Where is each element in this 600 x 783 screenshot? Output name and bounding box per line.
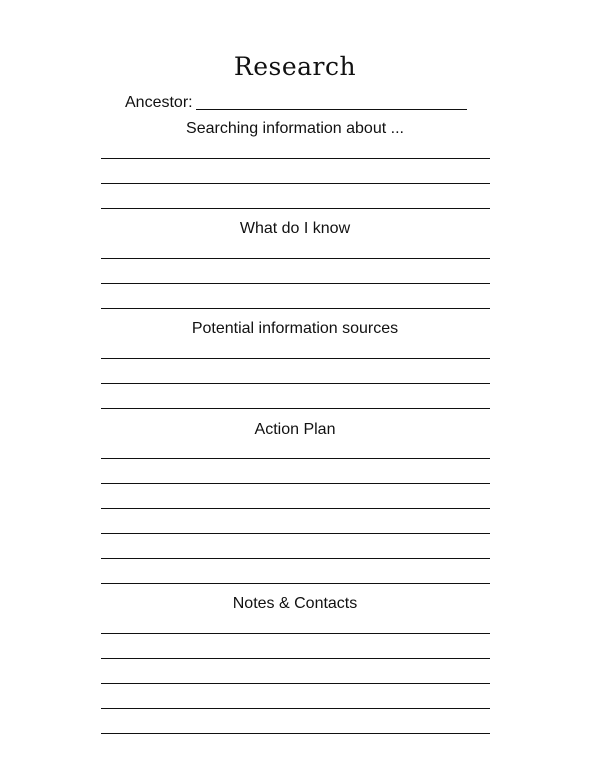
sources-line-2[interactable] [101,383,490,384]
page-title: Research [233,52,357,81]
ancestor-label: Ancestor: [125,94,193,111]
searching-line-2[interactable] [101,183,490,184]
sources-line-1[interactable] [101,358,490,359]
heading-searching-information: Searching information about ... [186,120,404,137]
notes-line-1[interactable] [101,633,490,634]
notes-line-3[interactable] [101,683,490,684]
sources-line-3[interactable] [101,408,490,409]
heading-action-plan: Action Plan [254,421,336,438]
notes-line-5[interactable] [101,733,490,734]
action-line-3[interactable] [101,508,490,509]
notes-line-4[interactable] [101,708,490,709]
heading-notes-contacts: Notes & Contacts [232,595,358,612]
action-line-1[interactable] [101,458,490,459]
heading-what-do-i-know: What do I know [239,220,351,237]
searching-line-3[interactable] [101,208,490,209]
know-line-1[interactable] [101,258,490,259]
action-line-5[interactable] [101,558,490,559]
action-line-6[interactable] [101,583,490,584]
ancestor-row [125,94,470,114]
heading-potential-sources: Potential information sources [191,320,399,337]
searching-line-1[interactable] [101,158,490,159]
ancestor-field[interactable] [196,109,467,110]
notes-line-2[interactable] [101,658,490,659]
know-line-2[interactable] [101,283,490,284]
action-line-4[interactable] [101,533,490,534]
know-line-3[interactable] [101,308,490,309]
action-line-2[interactable] [101,483,490,484]
